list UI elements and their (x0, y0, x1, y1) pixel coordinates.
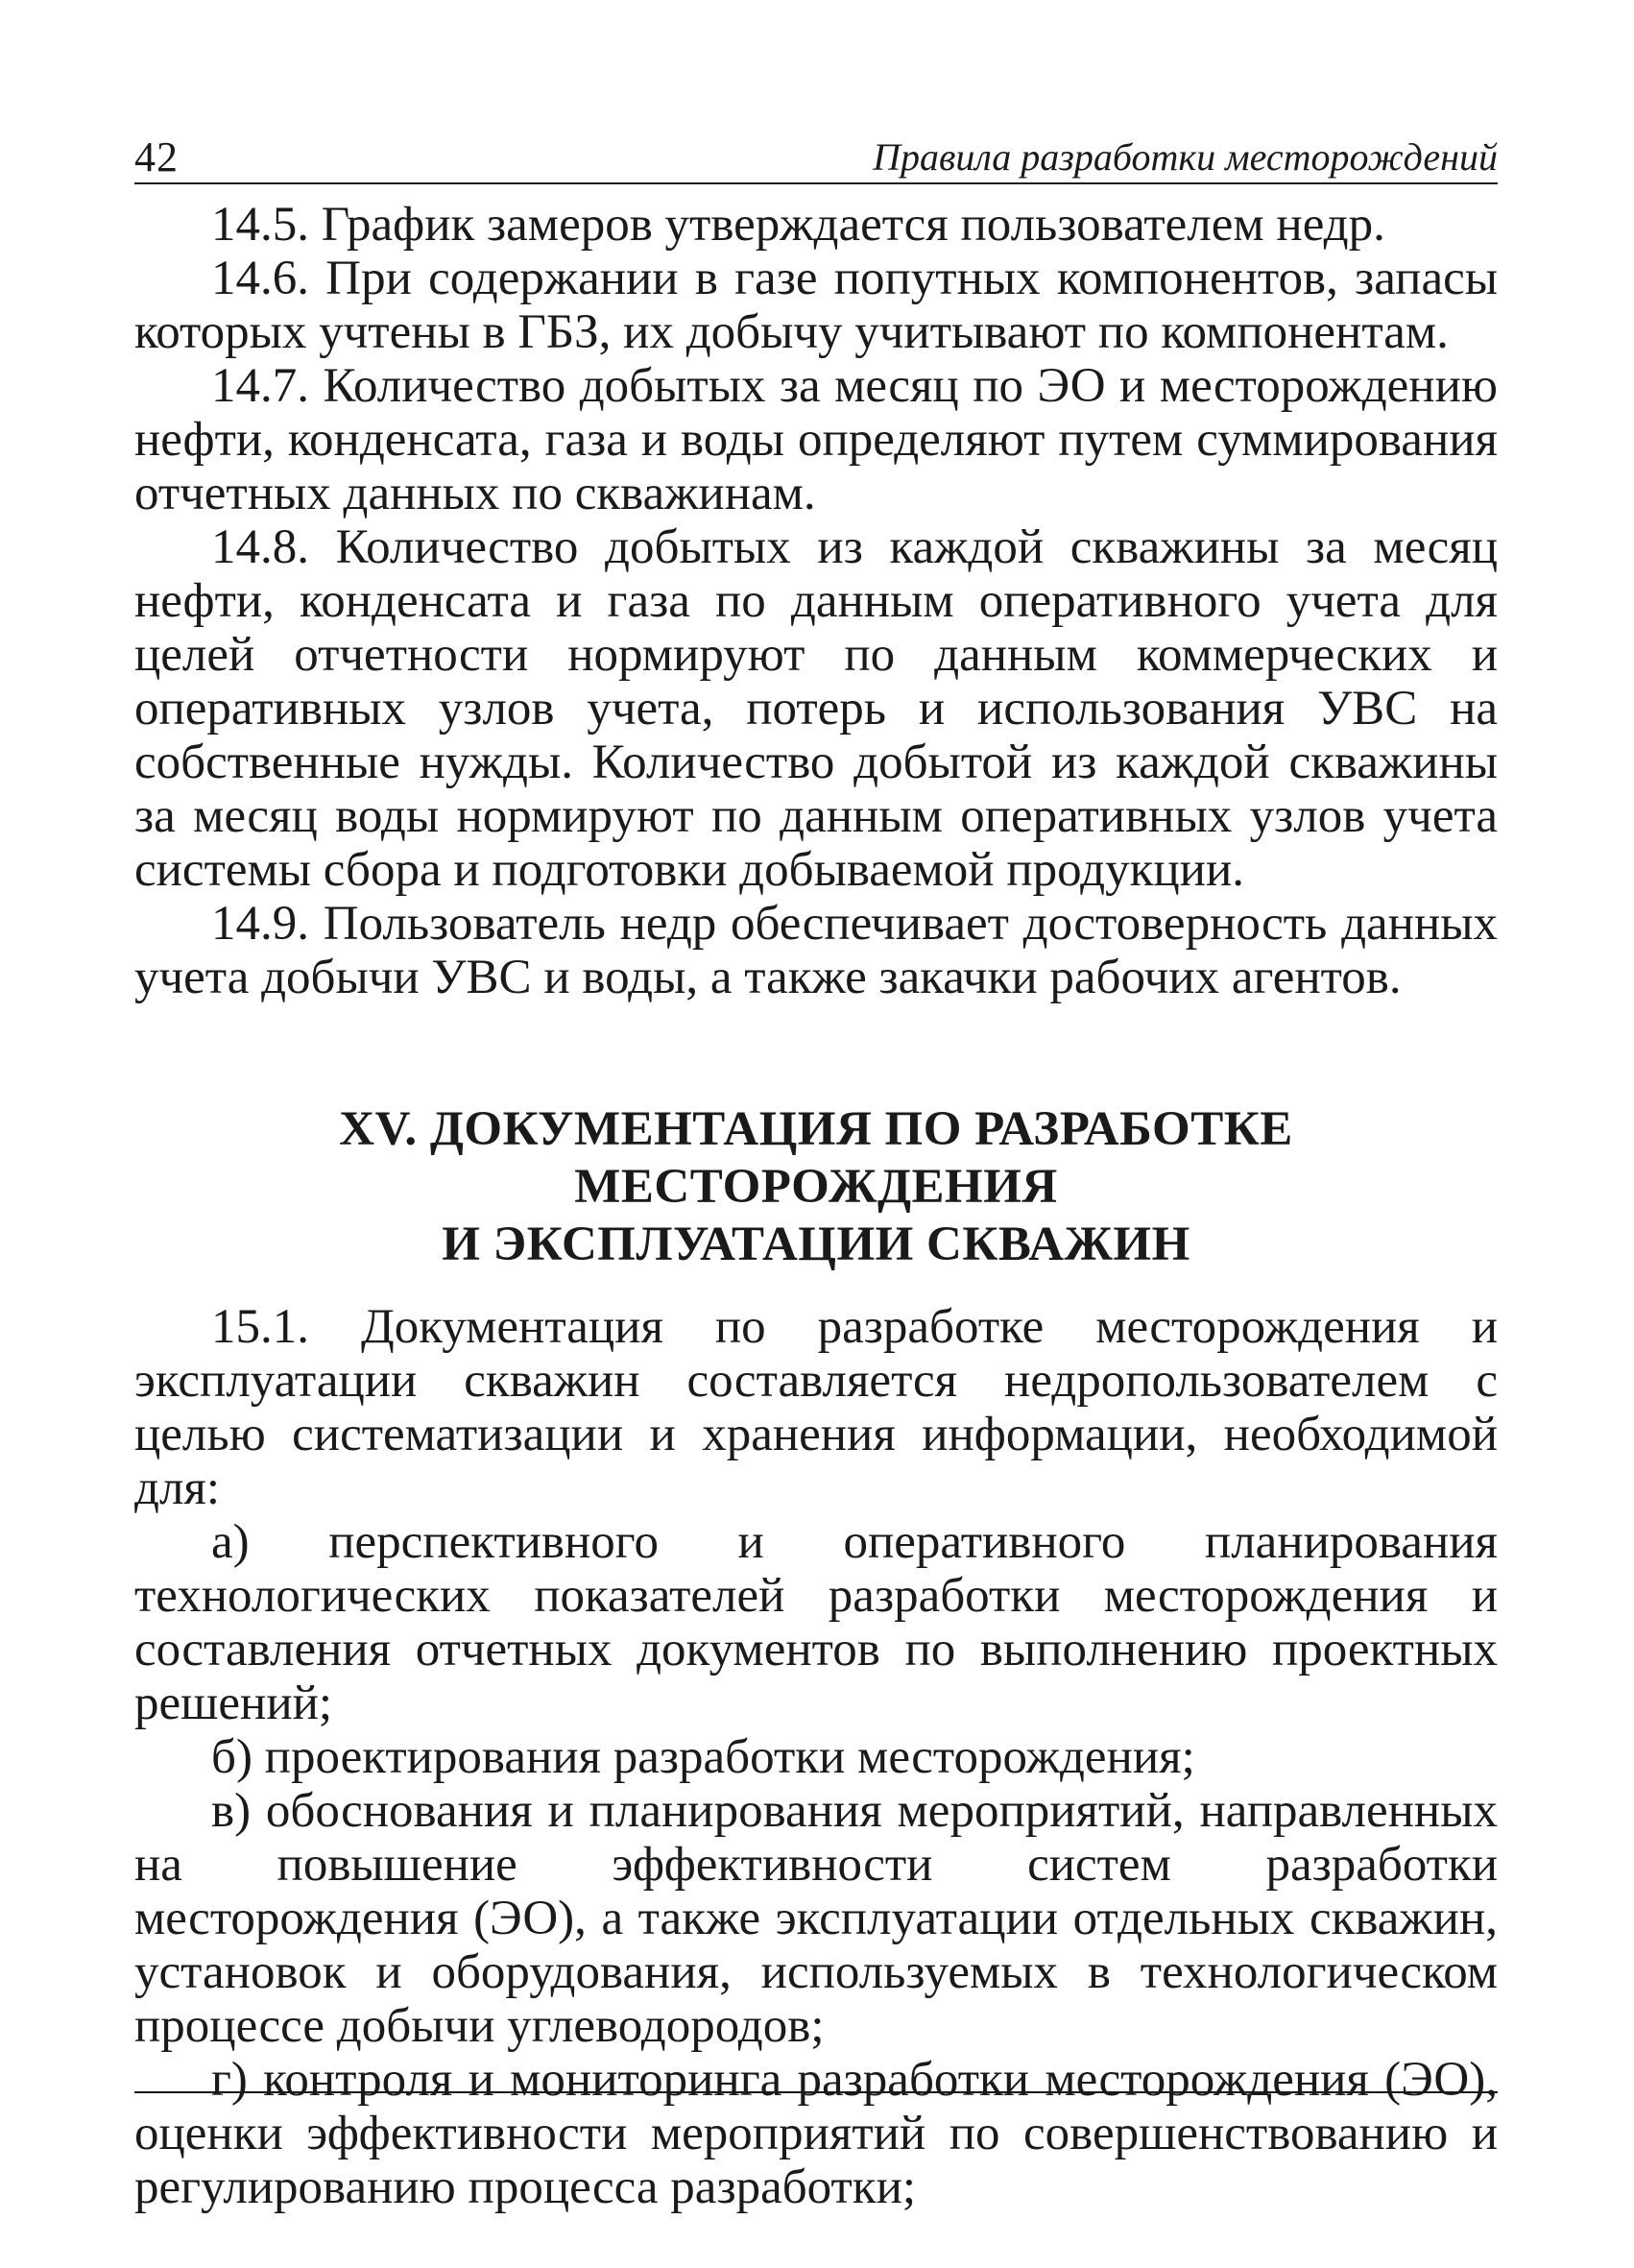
list-item-a: а) перспективного и оперативного планирования технологических показателей разработки месторождения и составления отчетных документов по выполнению проектных решений; (134, 1515, 1498, 1730)
section-heading-line-1: XV. ДОКУМЕНТАЦИЯ ПО РАЗРАБОТКЕ МЕСТОРОЖДЕНИЯ (339, 1102, 1293, 1214)
paragraph-14-9: 14.9. Пользователь недр обеспечивает достоверность данных учета добычи УВС и воды, а также закачки рабочих агентов. (134, 897, 1498, 1004)
document-page (134, 115, 1498, 2214)
running-title: Правила разработки месторождений (873, 135, 1498, 179)
list-item-v: в) обоснования и планирования мероприятий, направленных на повышение эффективности систем разработки месторождения (ЭО), а также эксплуатации отдельных скважин, установок и оборудования, используемых в технологическом процессе добычи углеводородов; (134, 1784, 1498, 2053)
paragraph-14-5: 14.5. График замеров утверждается пользователем недр. (211, 198, 1385, 252)
paragraph-14-8: 14.8. Количество добытых из каждой скважины за месяц нефти, конденсата и газа по данным оперативного учета для целей отчетности нормируют по данным коммерческих и оперативных узлов учета, потерь и использования УВС на собственные нужды. Количество добытой из каждой скважины за месяц воды нормируют по данным оперативных узлов учета системы сбора и подготовки добываемой продукции. (134, 520, 1498, 897)
header-rule (134, 182, 1498, 184)
list-item-g: г) контроля и мониторинга разработки месторождения (ЭО), оценки эффективности мероприятий по совершенствованию и регулированию процесса разработки; (134, 2053, 1498, 2214)
paragraph-14-6: 14.6. При содержании в газе попутных компонентов, запасы которых учтены в ГБЗ, их добычу учитывают по компонентам. (134, 252, 1498, 359)
section-heading (134, 1100, 1498, 1273)
footer-rule (134, 2091, 1498, 2093)
paragraph-15-1: 15.1. Документация по разработке месторождения и эксплуатации скважин составляется недропользователем с целью систематизации и хранения информации, необходимой для: (134, 1300, 1498, 1515)
paragraph-14-7: 14.7. Количество добытых за месяц по ЭО и месторождению нефти, конденсата, газа и воды определяют путем суммирования отчетных данных по скважинам. (134, 359, 1498, 520)
page-body (134, 198, 1498, 2214)
list-item-b: б) проектирования разработки месторождения; (211, 1730, 1195, 1784)
section-heading-line-2: И ЭКСПЛУАТАЦИИ СКВАЖИН (442, 1218, 1190, 1271)
running-header (134, 115, 1498, 184)
page-number: 42 (134, 133, 179, 181)
